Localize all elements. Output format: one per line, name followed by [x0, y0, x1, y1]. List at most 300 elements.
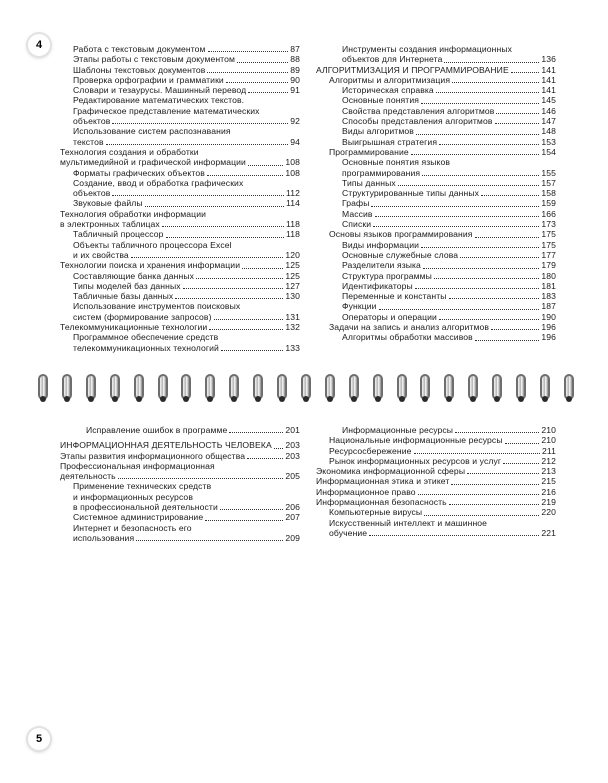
toc-entry [60, 301, 300, 311]
toc-entry-page: 179 [541, 260, 556, 271]
toc-entry [316, 209, 556, 219]
dot-leader [421, 103, 539, 104]
binding-hole [279, 396, 285, 402]
binding-hole [446, 396, 452, 402]
toc-entry-page: 114 [286, 198, 300, 209]
binding-hole [183, 396, 189, 402]
toc-entry-title: Табличный процессор [73, 229, 164, 240]
toc-entry [60, 65, 300, 75]
toc-entry [316, 518, 556, 528]
toc-entry-page: 175 [541, 239, 556, 250]
toc-entry [316, 507, 556, 517]
toc-entry [316, 116, 556, 126]
binding-hole [375, 396, 381, 402]
dot-leader [175, 298, 283, 299]
toc-entry [60, 209, 300, 219]
toc-entry-title: Информационные ресурсы [342, 425, 454, 435]
toc-entry [316, 446, 556, 456]
toc-entry-page: 133 [285, 342, 300, 353]
toc-entry-title: объектов [73, 188, 111, 199]
toc-entry-page: 130 [285, 291, 300, 302]
toc-entry [316, 476, 556, 486]
toc-entry-title: Программирование [329, 146, 409, 157]
toc-entry-title: Типы моделей баз данных [73, 280, 181, 291]
binding-hole [422, 396, 428, 402]
toc-entry-title: Профессиональная информационная [60, 460, 215, 471]
toc-entry-page: 210 [541, 435, 556, 446]
toc-entry-title: Виды информации [342, 239, 419, 250]
toc-entry-title: Свойства представления алгоритмов [342, 105, 495, 116]
dot-leader [424, 515, 539, 516]
toc-entry [316, 435, 556, 445]
toc-entry-title: Форматы графических объектов [73, 167, 205, 178]
toc-entry-page: 177 [541, 249, 556, 260]
toc-entry-title: Звуковые файлы [73, 198, 143, 209]
toc-entry [60, 229, 300, 239]
toc-entry-title: и информационных ресурсов [73, 491, 193, 502]
toc-entry [316, 260, 556, 270]
toc-entry-title: Рынок информационных ресурсов и услуг [329, 455, 502, 466]
toc-entry-title: Программное обеспечение средств [73, 332, 219, 343]
toc-entry [316, 219, 556, 229]
binding-hole [518, 396, 524, 402]
toc-entry-title: в профессиональной деятельности [73, 502, 218, 513]
dot-leader [274, 448, 284, 449]
toc-entry-page: 180 [541, 270, 556, 281]
toc-entry [316, 250, 556, 260]
toc-entry-title: объектов [73, 116, 111, 127]
toc-entry-title: телекоммуникационных технологий [73, 342, 219, 353]
toc-entry [60, 281, 300, 291]
toc-entry [316, 95, 556, 105]
toc-entry-title: Табличные базы данных [73, 291, 174, 302]
toc-entry-page: 209 [285, 532, 300, 543]
dot-leader [423, 268, 539, 269]
dot-leader [371, 206, 539, 207]
toc-entry-page: 87 [290, 44, 300, 54]
binding-hole [542, 396, 548, 402]
toc-entry [60, 322, 300, 332]
toc-entry-title: Массив [342, 208, 373, 219]
toc-entry-title: Словари и тезаурусы. Машинный перевод [73, 85, 247, 96]
toc-entry-page: 118 [286, 229, 300, 240]
dot-leader [112, 123, 288, 124]
toc-entry-page: 146 [541, 105, 556, 116]
dot-leader [118, 478, 284, 479]
toc-entry-title: использования [73, 532, 135, 543]
dot-leader [418, 494, 540, 495]
dot-leader [162, 226, 284, 227]
toc-entry-title: Исправление ошибок в программе [86, 425, 228, 435]
toc-entry-page: 127 [285, 280, 300, 291]
toc-column-bottom-left [60, 425, 300, 543]
toc-column-bottom-right [316, 425, 556, 538]
toc-entry [316, 147, 556, 157]
toc-entry [60, 75, 300, 85]
dot-leader [444, 62, 539, 63]
toc-entry-title: Переменные и константы [342, 291, 447, 302]
toc-entry [60, 481, 300, 491]
toc-entry-title: Типы данных [342, 177, 396, 188]
dot-leader [229, 432, 283, 433]
toc-entry-page: 219 [541, 497, 556, 508]
toc-entry-page: 90 [290, 74, 300, 85]
toc-entry [60, 312, 300, 322]
binding-hole [231, 396, 237, 402]
toc-entry [316, 178, 556, 188]
toc-entry [316, 65, 556, 75]
toc-entry-title: и их свойства [73, 249, 129, 260]
dot-leader [505, 443, 540, 444]
toc-entry [60, 291, 300, 301]
dot-leader [503, 463, 539, 464]
toc-entry [60, 440, 300, 450]
toc-entry-title: Алгоритмы и алгоритмизация [329, 74, 451, 85]
toc-entry-page: 216 [541, 486, 556, 497]
toc-entry-page: 155 [541, 167, 556, 178]
toc-entry-title: мультимедийной и графической информации [60, 157, 246, 168]
toc-entry [60, 240, 300, 250]
toc-entry [60, 271, 300, 281]
toc-entry-title: Структурированные типы данных [342, 188, 480, 199]
toc-entry-title: Основные понятия [342, 95, 419, 106]
toc-entry-page: 158 [541, 188, 556, 199]
toc-entry-title: Выигрышная стратегия [342, 136, 438, 147]
dot-leader [226, 82, 288, 83]
toc-entry-page: 201 [285, 425, 300, 435]
toc-entry-page: 108 [285, 157, 300, 168]
toc-entry [60, 343, 300, 353]
toc-entry-title: Использование инструментов поисковых [73, 301, 241, 312]
toc-entry-title: объектов для Интернета [342, 54, 443, 65]
dot-leader [422, 175, 539, 176]
toc-entry-title: Разделители языка [342, 260, 421, 271]
toc-entry-title: Информационное право [316, 486, 416, 497]
toc-entry-title: программирования [342, 167, 421, 178]
toc-entry-title: Экономика информационной сферы [316, 466, 466, 477]
toc-entry [316, 198, 556, 208]
toc-entry-title: систем (формирование запросов) [73, 311, 212, 322]
toc-entry-title: Применение технических средств [73, 481, 212, 492]
toc-entry-title: Системное администрирование [73, 512, 204, 523]
toc-entry-page: 183 [541, 291, 556, 302]
dot-leader [375, 216, 540, 217]
toc-entry-page: 141 [541, 85, 556, 96]
toc-entry-page: 125 [285, 260, 300, 271]
dot-leader [416, 134, 539, 135]
toc-entry [316, 44, 556, 54]
dot-leader [455, 432, 539, 433]
toc-entry-page: 159 [541, 198, 556, 209]
toc-column-top-left [60, 44, 300, 353]
dot-leader [112, 195, 284, 196]
toc-entry-page: 190 [541, 311, 556, 322]
toc-entry [316, 487, 556, 497]
toc-entry [60, 106, 300, 116]
dot-leader [491, 329, 539, 330]
dot-leader [411, 154, 540, 155]
toc-entry [316, 528, 556, 538]
binding-hole [399, 396, 405, 402]
toc-entry [60, 425, 300, 435]
toc-entry [60, 137, 300, 147]
dot-leader [242, 268, 283, 269]
dot-leader [398, 185, 540, 186]
dot-leader [207, 72, 288, 73]
toc-entry [60, 219, 300, 229]
toc-entry-page: 215 [541, 476, 556, 487]
toc-entry-title: Виды алгоритмов [342, 126, 414, 137]
toc-entry [316, 137, 556, 147]
toc-column-top-right [316, 44, 556, 343]
dot-leader [247, 458, 283, 459]
toc-entry [316, 188, 556, 198]
toc-entry [316, 54, 556, 64]
toc-entry-title: Редактирование математических текстов. [73, 95, 245, 106]
toc-entry-page: 91 [290, 85, 300, 96]
toc-entry [316, 425, 556, 435]
toc-entry-title: Технология создания и обработки [60, 146, 199, 157]
toc-entry-title: Идентификаторы [342, 280, 413, 291]
toc-entry-page: 213 [541, 466, 556, 477]
toc-entry-title: Технологии поиска и хранения информации [60, 260, 241, 271]
dot-leader [467, 473, 539, 474]
toc-entry [60, 250, 300, 260]
toc-entry [316, 126, 556, 136]
toc-entry-title: Основы языков программирования [329, 229, 473, 240]
dot-leader [131, 257, 284, 258]
toc-entry [316, 168, 556, 178]
toc-entry [60, 168, 300, 178]
toc-entry-page: 207 [285, 512, 300, 523]
toc-entry-title: Структура программы [342, 270, 432, 281]
toc-entry [316, 312, 556, 322]
toc-entry-title: АЛГОРИТМИЗАЦИЯ И ПРОГРАММИРОВАНИЕ [316, 64, 509, 75]
binding-hole [494, 396, 500, 402]
binding-hole [112, 396, 118, 402]
toc-entry-title: Алгоритмы обработки массивов [342, 332, 473, 343]
toc-entry-title: Информационная этика и этикет [316, 476, 450, 487]
toc-entry-page: 120 [285, 249, 300, 260]
toc-entry-page: 112 [286, 188, 300, 199]
toc-entry-page: 220 [541, 507, 556, 518]
toc-entry-title: Инструменты создания информационных [342, 44, 513, 54]
toc-entry-page: 175 [541, 229, 556, 240]
toc-entry-title: Задачи на запись и анализ алгоритмов [329, 322, 490, 333]
toc-entry [60, 126, 300, 136]
dot-leader [205, 520, 283, 521]
binding-hole [303, 396, 309, 402]
toc-entry [60, 95, 300, 105]
toc-entry-page: 154 [541, 146, 556, 157]
toc-entry-title: Объекты табличного процессора Excel [73, 239, 232, 250]
toc-entry [60, 44, 300, 54]
toc-entry-title: Телекоммуникационные технологии [60, 322, 208, 333]
dot-leader [452, 82, 539, 83]
toc-entry-page: 147 [541, 116, 556, 127]
toc-entry-page: 157 [541, 177, 556, 188]
dot-leader [373, 226, 539, 227]
toc-entry [316, 85, 556, 95]
toc-entry-title: Графы [342, 198, 370, 209]
dot-leader [496, 113, 539, 114]
toc-entry-title: Историческая справка [342, 85, 434, 96]
dot-leader [449, 298, 540, 299]
toc-entry [316, 157, 556, 167]
dot-leader [136, 540, 283, 541]
dot-leader [460, 257, 539, 258]
dot-leader [421, 247, 539, 248]
toc-entry-page: 181 [541, 280, 556, 291]
toc-entry-title: Операторы и операции [342, 311, 437, 322]
toc-entry-page: 89 [290, 64, 300, 75]
toc-entry [60, 188, 300, 198]
toc-entry [316, 497, 556, 507]
toc-entry-title: Национальные информационные ресурсы [329, 435, 503, 446]
toc-entry-title: Искусственный интеллект и машинное [329, 517, 488, 528]
toc-entry-title: Графическое представление математических [73, 105, 260, 116]
toc-entry [60, 502, 300, 512]
toc-entry-title: Компьютерные вирусы [329, 507, 423, 518]
dot-leader [237, 62, 288, 63]
toc-entry-page: 131 [285, 311, 300, 322]
toc-entry-page: 108 [285, 167, 300, 178]
toc-entry [60, 260, 300, 270]
toc-entry-title: Создание, ввод и обработка графических [73, 177, 244, 188]
binding-hole [566, 396, 572, 402]
toc-entry-page: 221 [541, 527, 556, 538]
toc-entry [316, 322, 556, 332]
toc-entry-title: Проверка орфографии и грамматики [73, 74, 224, 85]
toc-entry [316, 466, 556, 476]
toc-entry-page: 136 [541, 54, 556, 65]
toc-entry-title: Этапы развития информационного общества [60, 450, 246, 461]
dot-leader [369, 535, 539, 536]
toc-entry-title: деятельность [60, 471, 116, 482]
toc-entry-title: Способы представления алгоритмов [342, 116, 493, 127]
toc-entry-page: 118 [286, 219, 300, 230]
toc-entry-page: 187 [541, 301, 556, 312]
dot-leader [183, 288, 284, 289]
toc-entry-title: Основные служебные слова [342, 249, 459, 260]
toc-entry [60, 471, 300, 481]
binding-hole [351, 396, 357, 402]
toc-entry-page: 203 [285, 450, 300, 461]
dot-leader [166, 237, 284, 238]
toc-entry-page: 148 [541, 126, 556, 137]
toc-entry-page: 141 [541, 64, 556, 75]
dot-leader [439, 319, 539, 320]
toc-entry [316, 281, 556, 291]
binding-hole [255, 396, 261, 402]
toc-entry-page: 196 [541, 332, 556, 343]
dot-leader [475, 237, 540, 238]
toc-entry [316, 291, 556, 301]
toc-entry-page: 173 [541, 219, 556, 230]
page-number-top: 4 [28, 34, 50, 56]
dot-leader [449, 504, 540, 505]
toc-entry [60, 451, 300, 461]
toc-entry-page: 206 [285, 502, 300, 513]
dot-leader [495, 123, 540, 124]
binding-hole [327, 396, 333, 402]
dot-leader [209, 329, 283, 330]
toc-entry-title: обучение [329, 527, 368, 538]
binding-hole [207, 396, 213, 402]
dot-leader [475, 340, 540, 341]
dot-leader [221, 350, 283, 351]
toc-entry-title: Этапы работы с текстовым документом [73, 54, 236, 65]
binding-hole [160, 396, 166, 402]
page-number-bottom: 5 [28, 728, 50, 750]
toc-entry-title: Функции [342, 301, 377, 312]
toc-entry [316, 301, 556, 311]
toc-entry-title: Ресурсосбережение [329, 445, 412, 456]
toc-entry [316, 229, 556, 239]
dot-leader [106, 144, 289, 145]
binding-hole [136, 396, 142, 402]
dot-leader [220, 509, 284, 510]
dot-leader [145, 206, 284, 207]
toc-entry-title: Основные понятия языков [342, 157, 451, 168]
toc-entry [60, 198, 300, 208]
toc-entry-page: 88 [290, 54, 300, 65]
toc-entry [60, 332, 300, 342]
toc-entry [60, 533, 300, 543]
toc-entry-page: 153 [541, 136, 556, 147]
dot-leader [379, 309, 540, 310]
spiral-binding [28, 368, 580, 408]
toc-entry [60, 116, 300, 126]
binding-hole [470, 396, 476, 402]
toc-entry [60, 178, 300, 188]
dot-leader [451, 484, 539, 485]
dot-leader [415, 288, 540, 289]
toc-entry [60, 512, 300, 522]
toc-entry-title: Информационная безопасность [316, 497, 447, 508]
toc-entry-page: 145 [541, 95, 556, 106]
toc-entry-page: 203 [285, 440, 300, 451]
toc-entry-page: 205 [285, 471, 300, 482]
toc-entry [60, 147, 300, 157]
toc-entry-title: в электронных таблицах [60, 219, 160, 230]
dot-leader [434, 278, 539, 279]
dot-leader [511, 72, 540, 73]
toc-entry-page: 196 [541, 322, 556, 333]
dot-leader [214, 319, 284, 320]
toc-entry-page: 132 [285, 322, 300, 333]
binding-hole [64, 396, 70, 402]
toc-entry-page: 125 [285, 270, 300, 281]
toc-entry-title: Интернет и безопасность его [73, 522, 192, 533]
toc-entry [60, 461, 300, 471]
toc-entry [316, 75, 556, 85]
toc-entry-page: 210 [541, 425, 556, 435]
toc-entry-title: текстов [73, 136, 104, 147]
binding-hole [40, 396, 46, 402]
toc-entry-title: ИНФОРМАЦИОННАЯ ДЕЯТЕЛЬНОСТЬ ЧЕЛОВЕКА [60, 440, 272, 451]
toc-entry [316, 106, 556, 116]
dot-leader [436, 92, 540, 93]
toc-entry-title: Списки [342, 219, 372, 230]
toc-entry [60, 54, 300, 64]
dot-leader [207, 175, 283, 176]
toc-entry-title: Шаблоны текстовых документов [73, 64, 206, 75]
toc-entry-title: Работа с текстовым документом [73, 44, 206, 54]
toc-entry-page: 141 [541, 74, 556, 85]
toc-entry-page: 92 [290, 116, 300, 127]
dot-leader [248, 92, 288, 93]
